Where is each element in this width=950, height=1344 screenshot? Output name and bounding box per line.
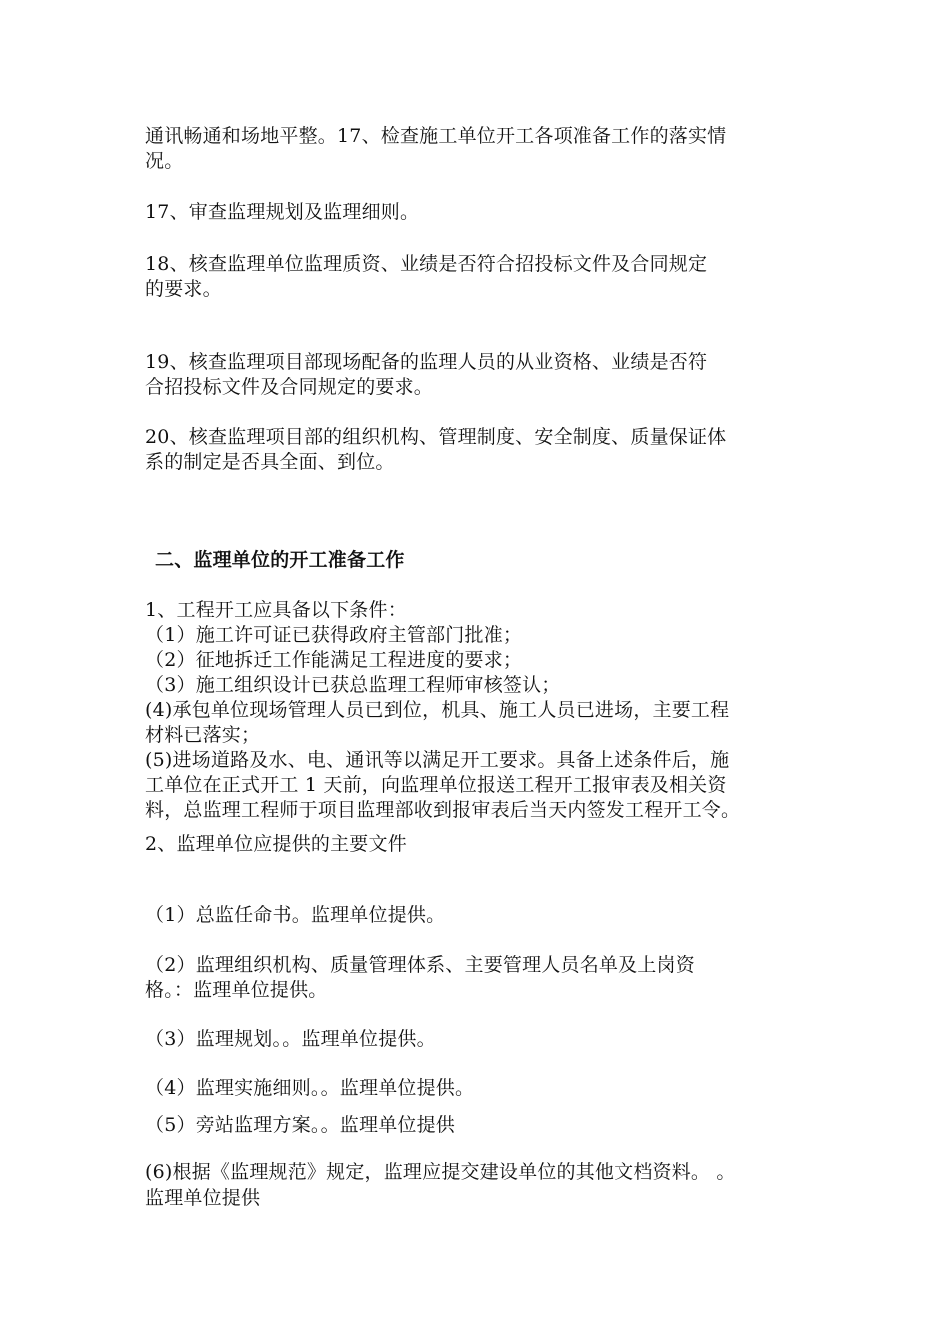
list-item: (4)承包单位现场管理人员已到位，机具、施工人员已进场，主要工程 xyxy=(145,699,730,721)
paragraph-line: 20、核查监理项目部的组织机构、管理制度、安全制度、质量保证体 xyxy=(145,426,727,448)
list-item: 材料已落实； xyxy=(145,724,261,746)
section-heading: 二、监理单位的开工准备工作 xyxy=(155,549,405,571)
paragraph-line: 18、核查监理单位监理质资、业绩是否符合招投标文件及合同规定 xyxy=(145,253,708,275)
list-item: （4）监理实施细则。。监理单位提供。 xyxy=(145,1077,475,1099)
paragraph-line: 19、核查监理项目部现场配备的监理人员的从业资格、业绩是否符 xyxy=(145,351,708,373)
paragraph-line: 况。 xyxy=(145,150,184,172)
paragraph-line: 合招投标文件及合同规定的要求。 xyxy=(145,376,434,398)
list-item: （1）施工许可证已获得政府主管部门批准； xyxy=(145,624,523,646)
list-item: 工单位在正式开工 1 天前，向监理单位报送工程开工报审表及相关资 xyxy=(145,774,727,796)
list-item: (5)进场道路及水、电、通讯等以满足开工要求。具备上述条件后，施 xyxy=(145,749,730,771)
list-item: （1）总监任命书。监理单位提供。 xyxy=(145,904,446,926)
list-item: （3）监理规划。。监理单位提供。 xyxy=(145,1028,436,1050)
list-item: （5）旁站监理方案。。监理单位提供 xyxy=(145,1114,455,1136)
list-item: (6)根据《监理规范》规定，监理应提交建设单位的其他文档资料。 。 xyxy=(145,1161,736,1183)
paragraph-line: 的要求。 xyxy=(145,278,222,300)
paragraph-line: 1、工程开工应具备以下条件： xyxy=(145,599,407,621)
list-item: 料，总监理工程师于项目监理部收到报审表后当天内签发工程开工令。 xyxy=(145,799,741,821)
paragraph-line: 系的制定是否具全面、到位。 xyxy=(145,451,395,473)
paragraph-line: 17、审查监理规划及监理细则。 xyxy=(145,201,420,223)
list-item: （2）征地拆迁工作能满足工程进度的要求； xyxy=(145,649,523,671)
paragraph-line: 通讯畅通和场地平整。17、检查施工单位开工各项准备工作的落实情 xyxy=(145,125,727,147)
list-item: （2）监理组织机构、质量管理体系、主要管理人员名单及上岗资 xyxy=(145,954,695,976)
paragraph-line: 2、监理单位应提供的主要文件 xyxy=(145,833,407,855)
list-item: （3）施工组织设计已获总监理工程师审核签认； xyxy=(145,674,561,696)
paragraph-line: 监理单位提供 xyxy=(145,1187,261,1209)
list-item: 格。：监理单位提供。 xyxy=(145,979,328,1001)
